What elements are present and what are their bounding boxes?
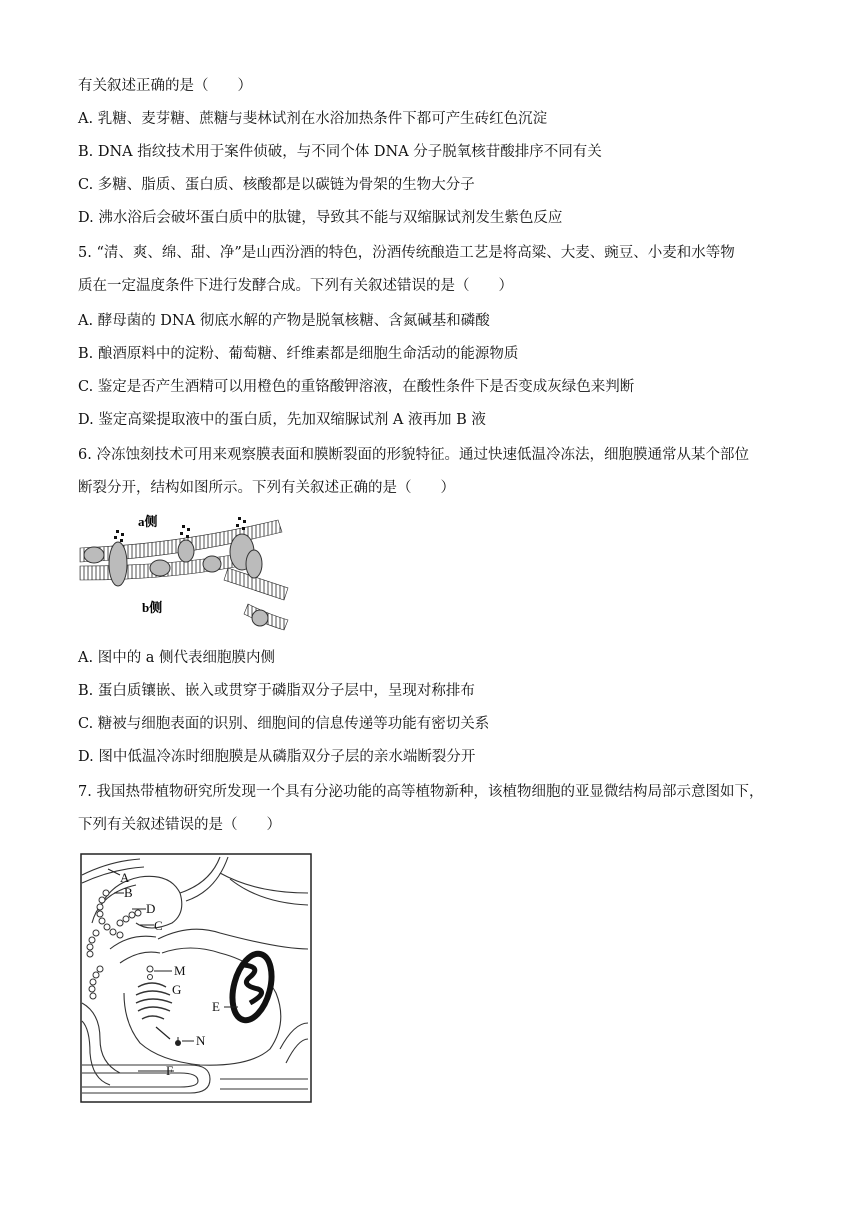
label-A: A [120,870,130,885]
q7-stem-line1: 7. 我国热带植物研究所发现一个具有分泌功能的高等植物新种，该植物细胞的亚显微结构局部示意图如下， [78,784,764,800]
q6-option-c: C. 糖被与细胞表面的识别、细胞间的信息传递等功能有密切关系 [78,716,490,732]
membrane-fracture-figure [78,508,298,638]
q4-option-a: A. 乳糖、麦芽糖、蔗糖与斐林试剂在水浴加热条件下都可产生砖红色沉淀 [78,111,548,127]
q4-option-d: D. 沸水浴后会破坏蛋白质中的肽键，导致其不能与双缩脲试剂发生紫色反应 [78,210,563,226]
cell-ultrastructure-figure [80,853,312,1103]
q4-option-c: C. 多糖、脂质、蛋白质、核酸都是以碳链为骨架的生物大分子 [78,177,475,193]
label-B: B [124,885,133,900]
q6-stem-line1: 6. 冷冻蚀刻技术可用来观察膜表面和膜断裂面的形貌特征。通过快速低温冷冻法，细胞膜通常从某个部位 [78,447,749,463]
q5-stem-line1: 5. “清、爽、绵、甜、净”是山西汾酒的特色，汾酒传统酿造工艺是将高粱、大麦、豌豆、小麦和水等物 [78,245,735,261]
q5-option-c: C. 鉴定是否产生酒精可以用橙色的重铬酸钾溶液，在酸性条件下是否变成灰绿色来判断 [78,379,635,395]
q6-option-a: A. 图中的 a 侧代表细胞膜内侧 [78,650,276,666]
label-a-side: a侧 [138,514,158,529]
label-M: M [174,963,186,978]
label-D: D [146,901,156,916]
q7-stem-line2: 下列有关叙述错误的是（ ） [78,817,281,833]
q5-option-a: A. 酵母菌的 DNA 彻底水解的产物是脱氧核糖、含氮碱基和磷酸 [78,313,490,329]
q5-option-d: D. 鉴定高粱提取液中的蛋白质，先加双缩脲试剂 A 液再加 B 液 [78,412,486,428]
q6-option-d: D. 图中低温冷冻时细胞膜是从磷脂双分子层的亲水端断裂分开 [78,749,476,765]
q5-option-b: B. 酿酒原料中的淀粉、葡萄糖、纤维素都是细胞生命活动的能源物质 [78,346,519,362]
label-E: E [212,999,220,1014]
label-N: N [196,1033,206,1048]
label-F: F [166,1063,174,1078]
q4-option-b: B. DNA 指纹技术用于案件侦破，与不同个体 DNA 分子脱氧核苷酸排序不同有关 [78,144,602,160]
label-C: C [154,918,163,933]
label-G: G [172,982,182,997]
label-b-side: b侧 [142,600,163,615]
q6-option-b: B. 蛋白质镶嵌、嵌入或贯穿于磷脂双分子层中，呈现对称排布 [78,683,475,699]
q5-stem-line2: 质在一定温度条件下进行发酵合成。下列有关叙述错误的是（ ） [78,278,513,294]
q6-stem-line2: 断裂分开，结构如图所示。下列有关叙述正确的是（ ） [78,480,455,496]
line-q4-stem-tail: 有关叙述正确的是（ ） [78,78,252,94]
